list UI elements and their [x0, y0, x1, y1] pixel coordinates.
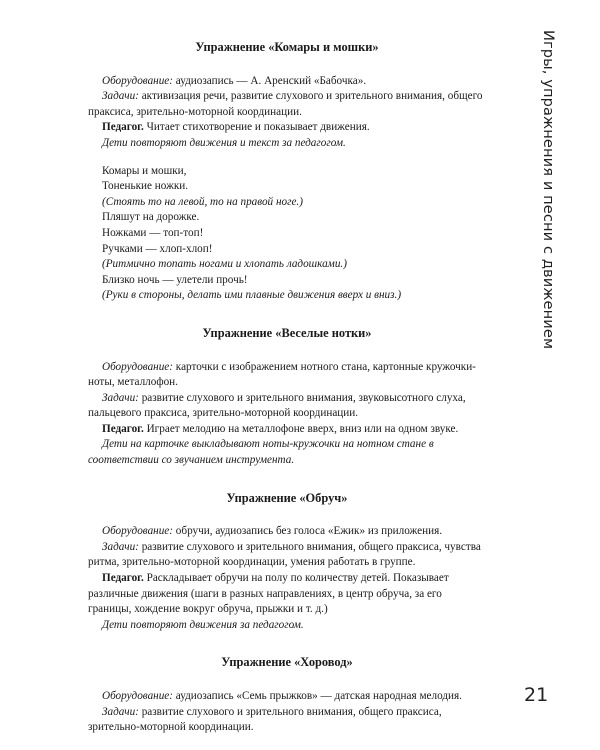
equipment-paragraph	[88, 689, 486, 705]
children-paragraph: Дети на карточке выкладывают ноты-кружочки на нотном стане в соответствии со звучанием инструмента.	[88, 438, 434, 467]
teacher-text: Играет мелодию на металлофоне вверх, вниз или на одном звуке.	[143, 422, 459, 435]
teacher-label: Педагог.	[102, 572, 144, 585]
tasks-label: Задачи:	[102, 540, 139, 553]
poem-line: Близко ночь — улетели прочь!	[102, 273, 248, 286]
poem	[88, 164, 486, 304]
exercise-merry-notes	[88, 326, 486, 469]
page-content	[88, 40, 486, 736]
section-title: Упражнение «Хоровод»	[221, 655, 353, 670]
section-title: Упражнение «Комары и мошки»	[195, 40, 379, 54]
teacher-text: Раскладывает обручи на полу по количеству детей. Показывает различные движения (шаги в разных направлениях, в центр обруча, за его границы, хождение вокруг обруча, прыжки и т. д.)	[88, 572, 449, 616]
equipment-text: аудиозапись «Семь прыжков» — датская народная мелодия.	[173, 690, 462, 702]
chapter-title: Игры, упражнения и песни с движением	[540, 30, 557, 350]
tasks-label: Задачи:	[102, 90, 139, 103]
equipment-label: Оборудование:	[102, 525, 173, 538]
section-spacer	[88, 633, 486, 655]
tasks-text: развитие слухового и зрительного внимания, общего праксиса, чувства ритма, зрительно-моторной координации, умения работать в группе.	[88, 540, 481, 569]
children-paragraph: Дети повторяют движения и текст за педагогом.	[102, 136, 346, 149]
page-number: 21	[524, 684, 549, 706]
equipment-paragraph	[88, 74, 486, 90]
chapter-sidebar	[540, 30, 572, 350]
equipment-label: Оборудование:	[102, 74, 173, 87]
poem-line: Ручками — хлоп-хлоп!	[102, 242, 213, 255]
section-title: Упражнение «Обруч»	[226, 490, 348, 505]
equipment-paragraph	[88, 524, 486, 540]
teacher-paragraph	[88, 120, 486, 136]
teacher-paragraph	[88, 422, 486, 438]
poem-line: Комары и мошки,	[102, 164, 187, 177]
children-paragraph: Дети повторяют движения за педагогом.	[102, 618, 304, 631]
poem-instruction: (Стоять то на левой, то на правой ноге.)	[102, 195, 303, 208]
teacher-label: Педагог.	[102, 422, 144, 435]
equipment-text: аудиозапись — А. Аренский «Бабочка».	[173, 74, 367, 87]
tasks-paragraph	[88, 705, 486, 736]
equipment-label: Оборудование:	[102, 360, 173, 373]
teacher-paragraph	[88, 571, 486, 618]
equipment-text: обручи, аудиозапись без голоса «Ежик» из приложения.	[173, 525, 443, 538]
section-title: Упражнение «Веселые нотки»	[202, 325, 372, 340]
tasks-label: Задачи:	[102, 391, 139, 404]
exercise-hoop	[88, 491, 486, 634]
tasks-paragraph	[88, 391, 486, 422]
tasks-text: активизация речи, развитие слухового и зрительного внимания, общего праксиса, зрительно-моторной координации.	[88, 90, 483, 118]
equipment-paragraph	[88, 360, 486, 391]
teacher-label: Педагог.	[102, 121, 144, 134]
poem-line: Пляшут на дорожке.	[102, 211, 200, 224]
tasks-paragraph	[88, 540, 486, 571]
equipment-label: Оборудование:	[102, 690, 173, 702]
exercise-round-dance	[88, 655, 486, 735]
poem-line: Тоненькие ножки.	[102, 180, 189, 193]
tasks-paragraph	[88, 89, 486, 120]
teacher-text: Читает стихотворение и показывает движения.	[143, 121, 370, 134]
tasks-label: Задачи:	[102, 705, 139, 718]
poem-line: Ножками — топ-топ!	[102, 226, 204, 239]
exercise-mosquitoes	[88, 40, 486, 304]
section-spacer	[88, 304, 486, 326]
tasks-text: развитие слухового и зрительного внимания, общего праксиса, зрительно-моторной координации.	[88, 705, 442, 734]
tasks-text: развитие слухового и зрительного внимания, звуковысотного слуха, пальцевого праксиса, зрительно-моторной координации.	[88, 391, 466, 420]
section-spacer	[88, 469, 486, 491]
poem-instruction: (Руки в стороны, делать ими плавные движения вверх и вниз.)	[102, 289, 402, 302]
poem-instruction: (Ритмично топать ногами и хлопать ладошками.)	[102, 258, 347, 271]
equipment-text: карточки с изображением нотного стана, картонные кружочки-ноты, металлофон.	[88, 360, 476, 389]
